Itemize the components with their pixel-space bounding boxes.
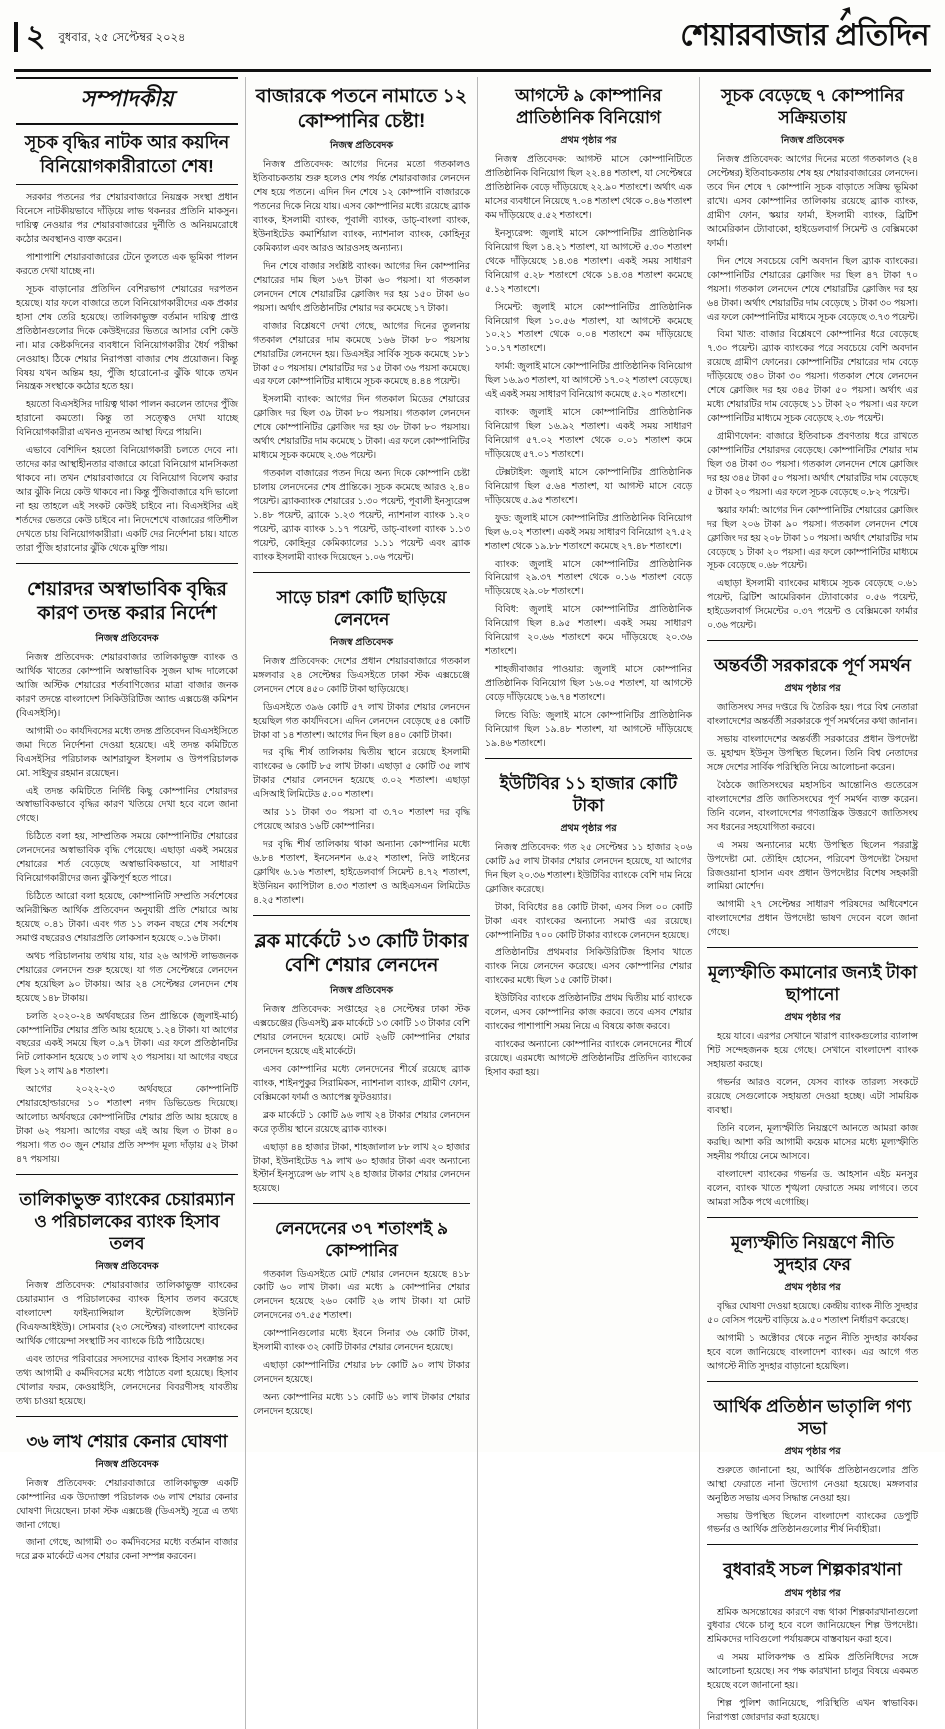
page-number: ২ xyxy=(14,22,50,52)
byline: নিজস্ব প্রতিবেদক xyxy=(781,135,844,147)
paragraph: সভায় উপস্থিত ছিলেন বাংলাদেশ ব্যাংকের ডেপুটি গভর্নর ও আর্থিক প্রতিষ্ঠানগুলোর শীর্ষ নির্বাহীরা। xyxy=(707,1510,918,1535)
byline: নিজস্ব প্রতিবেদক xyxy=(330,636,393,648)
section-divider xyxy=(485,758,692,1080)
paragraph: বৈঠকে জাতিসংঘের মহাসচিব আন্তোনিও গুতেরেস বাংলাদেশের প্রতি জাতিসংঘের পূর্ণ সমর্থন ব্যক্ত করেন। তিনি বলেন, বাংলাদেশের গণতান্ত্রিক উত্তরণে জাতিসংঘ সব ধরনের সহযোগিতা করবে। xyxy=(707,779,918,832)
paragraph: লিন্ডে বিডি: জুলাই মাসে কোম্পানিটির প্রাতিষ্ঠানিক বিনিয়োগ ছিল ১৯.৪৮ শতাংশ, যা আগস্টে দাঁড়িয়েছে ১৯.৪৬ শতাংশে। xyxy=(485,709,692,748)
paragraph: টেক্সটাইল: জুলাই মাসে কোম্পানিটির প্রাতিষ্ঠানিক বিনিয়োগ ছিল ৫.৬৪ শতাংশ, যা আগস্ট মাসে বেড়ে দাঁড়িয়েছে ৫.৯৫ শতাংশে। xyxy=(485,466,692,505)
paragraph: এ সময় মালিকপক্ষ ও শ্রমিক প্রতিনিধিদের সঙ্গে আলোচনা হয়েছে। সব পক্ষ কারখানা চালুর বিষয়ে একমত হয়েছে বলে জানানো হয়। xyxy=(707,1652,918,1691)
paragraph: ইউটিবির ব্যাংকে প্রতিষ্ঠানটির প্রথম দ্বিতীয় মার্চ ব্যাংকে বলেন, এসব কোম্পানির কাজ করবে। তবে এসব শেয়ার ব্যাংকের পাশাপাশি সময় নিয়ে এ বিষয়ে কাজ করবে। xyxy=(485,993,692,1032)
article-headline: মূল্যস্ফীতি কমানোর জন্যই টাকা ছাপানো xyxy=(707,963,918,1005)
byline: প্রথম পৃষ্ঠার পর xyxy=(784,1587,841,1599)
paragraph: শ্রমিক অসন্তোষের কারণে বন্ধ থাকা শিল্পকারখানাগুলো বুধবার থেকে চালু হবে বলে জানিয়েছেন শিল্প উপদেষ্টা। শ্রমিকদের দাবিগুলো পর্যায়ক্রমে বাস্তবায়ন করা হবে। xyxy=(707,1606,918,1645)
byline: প্রথম পৃষ্ঠার পর xyxy=(560,135,617,147)
paragraph: এছাড়া ইসলামী ব্যাংকের মাধ্যমে সূচক বেড়েছে ০.৬১ পয়েন্ট, ব্রিটিশ আমেরিকান ট্যোবাকোর ০.৫৬ পয়েন্ট, হাইডেলবার্গ সিমেন্টের ০.৩৭ পয়েন্ট ও বেক্সিমকো ফার্মার ০.৩৬ পয়েন্ট। xyxy=(707,578,918,631)
section-divider xyxy=(16,563,238,1167)
paragraph: দর বৃদ্ধি শীর্ষ তালিকায় থাকা অন্যান্য কোম্পানির মধ্যে ৬.৮৪ শতাংশ, ইনসেনশন ৬.৫২ শতাংশ, নিউ লাইনের ক্লোথিং ৬.১৬ শতাংশ, হাইডেলবার্গ সিমেন্ট ৪.৭২ শতাংশ, ইউনিয়ন ক্যাপিটাল ৪.৩৩ শতাংশ ও আইএসএন লিমিটেড ৪.২৫ শতাংশ। xyxy=(253,839,470,905)
paragraph: ব্যাংক: জুলাই মাসে কোম্পানিটির প্রাতিষ্ঠানিক বিনিয়োগ ছিল ১৬.৯২ শতাংশ। একই সময় সাধারণ বিনিয়োগ ৫৭.০২ শতাংশ থেকে ০.০১ শতাংশ কমে দাঁড়িয়েছে ৫৭.০১ শতাংশে। xyxy=(485,407,692,459)
article-headline: ব্লক মার্কেটে ১৩ কোটি টাকার বেশি শেয়ার লেনদেন xyxy=(254,930,469,977)
paragraph: সিমেন্ট: জুলাই মাসে কোম্পানিটির প্রাতিষ্ঠানিক বিনিয়োগ ছিল ১০.৫৬ শতাংশ, যা আগস্টে কমেছে ১০.২১ শতাংশ থেকে ০.০৪ শতাংশে কম দাঁড়িয়েছে ১০.১৭ শতাংশে। xyxy=(485,301,692,354)
column-4 xyxy=(700,77,925,1729)
paragraph: নিজস্ব প্রতিবেদক: আগের দিনের মতো গতকালও ইতিবাচকতায় শুরু হলেও শেষ পর্যন্ত শেয়ারবাজার লেনদেন শেষ হয়ে পতনে। এদিন দিন শেষে ১২ কোম্পানি বাজারকে পতনের দিকে নিয়ে যায়। এসব কোম্পানির মধ্যে রয়েছে ব্র্যাক ব্যাংক, ইসলামী ব্যাংক, পূবালী ব্যাংক, ডাচ্-বাংলা ব্যাংক, ইউনাইটেড কমার্শিয়াল ব্যাংক, ন্যাশনাল ব্যাংক, কোহিনূর কেমিক্যাল এবং আরও আরওসহ অন্যান্য। xyxy=(253,159,470,253)
paragraph: বিমা খাত: বাজার বিশ্লেষণে কোম্পানির ধরে বেড়েছে ৭.৩০ পয়েন্ট। ব্র্যাক ব্যাংকের পরে সবচেয়ে বেশি অবদান রয়েছে গ্রামীণ ফোনের। কোম্পানিটির শেয়ারের দাম বেড়ে দাঁড়িয়েছে ৩৪০ টাকা ৩০ পয়সা। গতকাল শেষে লেনদেন শেষে ক্লোজিং দর হয় ৩৪৫ টাকা ৫০ পয়সা। অর্থাৎ এর মধ্যে শেয়ারটির দাম বেড়েছে ১১ টাকা ২০ পয়সা। এর ফলে কোম্পানিটির মাধ্যমে সূচক বেড়েছে ২.৩৮ পয়েন্ট। xyxy=(707,329,918,424)
column-3 xyxy=(478,77,700,1729)
paragraph: গতকাল বাজারের পতন দিয়ে অন্য দিকে কোম্পানি চেষ্টা চালায় লেনদেনের শেষ প্রান্তিকে। সূচক কমেছে আরও ২.৪০ পয়েন্ট। ব্র্যাকব্যাংক শেয়ারের ১.৩০ পয়েন্ট, পূবালী ইনস্যুরেন্স ১.৪৮ পয়েন্ট, ব্র্যাকে ১.২৩ পয়েন্ট, ন্যাশনাল ব্যাংক ১.২০ পয়েন্ট, ব্র্যাক ব্যাংক ১.১৭ পয়েন্ট, ডাচ্-বাংলা ব্যাংক ১.১৩ পয়েন্ট, কোহিনূর কেমিক্যালের ১.১১ পয়েন্ট এবং ব্র্যাক ব্যাংক ইসলামী ব্যাংক দিয়েছেন ১.০৬ পয়েন্ট। xyxy=(253,468,470,562)
paragraph: হয়ে যাবে। এরপর সেখানে খারাপ ব্যাংকগুলোর ব্যালান্স শিট সন্দেহজনক হয়ে গেছে। সেখানে বাংলাদেশ ব্যাংক সহায়তা করছে। xyxy=(707,1031,918,1070)
paragraph: প্রতিষ্ঠানটির প্রথমবার সিকিউরিটিজ হিসাব খাতে ব্যাংক নিয়ে লেনদেন করেছে। এসব কোম্পানির শেয়ার ব্যাংকের মধ্যে ছিল ১৫ কোটি টাকা। xyxy=(485,947,692,986)
paragraph: জাতিসংঘ সদর দপ্তরে দ্বি তৈরিক হয়। পরে বিশ্ব নেতারা বাংলাদেশের অন্তর্বর্তী সরকারকে পূর্ণ সমর্থনের কথা জানান। xyxy=(707,702,918,727)
arrow-icon: ➚ xyxy=(834,1,856,27)
section-divider xyxy=(707,947,918,1209)
issue-date: বুধবার, ২৫ সেপ্টেম্বর ২০২৪ xyxy=(58,31,186,44)
column-1 xyxy=(14,77,246,1729)
article-headline: বাজারকে পতনে নামাতে ১২ কোম্পানির চেষ্টা! xyxy=(255,86,468,132)
section-divider xyxy=(707,1381,918,1538)
paragraph: ফার্মা: জুলাই মাসে কোম্পানিটির প্রাতিষ্ঠানিক বিনিয়োগ ছিল ১৬.৯৩ শতাংশ, যা আগস্টে ১৭.০২ শতাংশ বেড়েছে। এই একই সময় সাধারণ বিনিয়োগ কমেছে ৫.২০ শতাংশে। xyxy=(485,361,692,400)
byline: নিজস্ব প্রতিবেদক xyxy=(95,1458,159,1470)
paragraph: ডিএসইতে ৩৯৬ কোটি ৫৭ লাখ টাকার শেয়ার লেনদেন হয়েছিল গত কার্যদিবসে। এদিন লেনদেন বেড়েছে ৫৪ কোটি টাকা বা ১৪ শতাংশ। আগের দিন ছিল ৪৪০ কোটি টাকা। xyxy=(253,701,470,740)
byline: প্রথম পৃষ্ঠার পর xyxy=(784,1012,841,1024)
article-headline: সাড়ে চারশ কোটি ছাড়িয়ে লেনদেন xyxy=(276,587,447,629)
paragraph: নিজস্ব প্রতিবেদক: আগস্ট মাসে কোম্পানিটিতে প্রাতিষ্ঠানিক বিনিয়োগ ছিল ২২.৪৪ শতাংশ, যা সেপ্টেম্বরে প্রাতিষ্ঠানিক বেড়ে দাঁড়িয়েছে ২২.৯০ শতাংশে। অর্থাৎ এক মাসের ব্যবধানে নিয়েছে ৭.০৪ শতাংশ থেকে ০.৪৬ শতাংশ কম দাঁড়িয়েছে ৫.৫২ শতাংশে। xyxy=(485,154,692,220)
paragraph: টাকা, বিবিধের ৪৪ কোটি টাকা, এসব সিল ০০ কোটি টাকা এবং ব্যাংকের অন্যান্যে সমাপ্ত এর রয়েছে। কোম্পানিটির ৭০০ কোটি টাকার ব্যাংকে লেনদেন হয়েছে। xyxy=(485,901,692,940)
paragraph: শুরুতে জানানো হয়, আর্থিক প্রতিষ্ঠানগুলোর প্রতি আস্থা ফেরাতে নানা উদ্যোগ নেওয়া হয়েছে। মঙ্গলবার অনুষ্ঠিত সভায় এসব সিদ্ধান্ত নেওয়া হয়। xyxy=(707,1464,918,1503)
paragraph: তিনি বলেন, মূল্যস্ফীতি নিয়ন্ত্রণে আনতে আমরা কাজ করছি। আশা করি আগামী কয়েক মাসের মধ্যে মূল্যস্ফীতি সহনীয় পর্যায়ে নেমে আসবে। xyxy=(707,1123,918,1161)
paragraph: ফুড: জুলাই মাসে কোম্পানিটির প্রাতিষ্ঠানিক বিনিয়োগ ছিল ৬.০২ শতাংশ। একই সময় সাধারণ বিনিয়োগ ২৭.৫২ শতাংশ থেকে ১৯.৮৮ শতাংশে কমেছে ২৭.৪৮ শতাংশে। xyxy=(485,512,692,551)
paragraph: জানা গেছে, আগামী ৩০ কর্মদিবসের মধ্যে বর্তমান বাজার দরে ব্লক মার্কেটে এসব শেয়ার কেনা সম্পন্ন করবেন। xyxy=(16,1537,238,1562)
paragraph: অথচ পরিচালনায় তথায় যায়, যার ২৬ আগস্ট লাভজনক শেয়ারের লেনদেন শুরু হয়েছে। যা গত সেপ্টেম্বরে লেনদেন শেষ হয়েছিল ৯০ টাকায়। আর ২৪ সেপ্টেম্বর লেনদেন শেষ হয়েছে ১৪৮ টাকায়। xyxy=(16,950,238,1003)
paragraph: গ্রামীণফোন: বাজারে ইতিবাচক প্রবণতায় ধরে রাখতে কোম্পানিটির শেয়ারদর বেড়েছে। কোম্পানিটির শেয়ার দাম ছিল ৩৪ টাকা ৩০ পয়সা। গতকাল লেনদেন শেষে ক্লোজিং দর হয় ৩৪৫ টাকা ৫০ পয়সা। অর্থাৎ শেয়ারটির দাম বেড়েছে ৫ টাকা ২০ পয়সা। এর ফলে সূচক বেড়েছে ০.৮২ পয়েন্ট। xyxy=(707,431,918,497)
article-headline: আগস্টে ৯ কোম্পানির প্রাতিষ্ঠানিক বিনিয়োগ xyxy=(515,86,662,128)
section-divider xyxy=(707,1544,918,1725)
section-divider xyxy=(16,1416,238,1565)
article-headline: লেনদেনের ৩৭ শতাংশই ৯ কোম্পানির xyxy=(274,1219,449,1261)
nameplate-text: শেয়ারবাজার প্রতিদিন xyxy=(680,19,929,52)
editorial-logo: সম্পাদকীয় xyxy=(16,77,238,125)
masthead xyxy=(14,1,931,72)
section-divider xyxy=(707,1217,918,1374)
paragraph: এছাড়া ৪৪ হাজার টাকা, শাহজালাল ৮৮ লাখ ২০ হাজার টাকা, ইউনাইটেড ৭৯ লাখ ৬০ হাজার টাকা এবং অন্যান্যে ইস্টার্ন ইনস্যুরেন্স ৬৮ লাখ ২৪ হাজার টাকার শেয়ার লেনদেন হয়েছে। xyxy=(253,1141,470,1194)
byline: নিজস্ব প্রতিবেদক xyxy=(95,633,159,645)
paragraph: এই তদন্ত কমিটিতে নির্দিষ্ট কিছু কোম্পানির শেয়ারদর অস্বাভাবিকভাবে বৃদ্ধির কারণ খতিয়ে দেখা হবে বলে জানা গেছে। xyxy=(16,785,238,824)
section-divider xyxy=(253,572,470,908)
nameplate xyxy=(680,1,931,62)
byline: প্রথম পৃষ্ঠার পর xyxy=(560,822,617,834)
paragraph: ইনস্যুরেন্স: জুলাই মাসে কোম্পানিটির প্রাতিষ্ঠানিক বিনিয়োগ ছিল ১৪.২১ শতাংশ, যা আগস্টে ৫.৩০ শতাংশ থেকে দাঁড়িয়েছে ১৪.৩৪ শতাংশ। একই সময় সাধারণ বিনিয়োগ ৫.২৮ শতাংশে থেকে ১৪.৩৪ শতাংশ কমেছে ৫.১২ শতাংশে। xyxy=(485,227,692,294)
article-headline: শেয়ারদর অস্বাভাবিক বৃদ্ধির কারণ তদন্ত করার নির্দেশ xyxy=(27,578,227,625)
masthead-left xyxy=(14,19,186,53)
paragraph: গতকাল ডিএসইতে মোট শেয়ার লেনদেন হয়েছে ৪১৮ কোটি ৬০ লাখ টাকা। এর মধ্যে ৯ কোম্পানির শেয়ার লেনদেন হয়েছে ২৬০ কোটি ২৬ লাখ টাকা। যা মোট লেনদেনের ৩৭.৫৫ শতাংশ। xyxy=(253,1268,470,1321)
article-headline: সূচক বেড়েছে ৭ কোম্পানির সক্রিয়তায় xyxy=(721,86,904,128)
paragraph: অন্য কোম্পানির মধ্যে ১১ কোটি ৬১ লাখ টাকার শেয়ার লেনদেন হয়েছে। xyxy=(253,1392,470,1416)
paragraph: আর ১১ টাকা ৩০ পয়সা বা ৩.৭০ শতাংশ দর বৃদ্ধি পেয়েছে আরও ১৬টি কোম্পানির। xyxy=(253,807,470,832)
paragraph: হয়তো বিএসইসির দায়িত্ব থাকা পালন করলেন তাদের পুঁজি হারানো কমতো। কিন্তু তা সত্ত্বেও দেখা যাচ্ছে বিনিয়োগকারীরা এখনও ন্যূনতম আস্থা ফিরে পায়নি। xyxy=(16,399,238,438)
paragraph: চিঠিতে আরো বলা হয়েছে, কোম্পানিটি সম্প্রতি সর্বশেষের অনিরীক্ষিত আর্থিক প্রতিবেদন অনুযায়ী প্রতি শেয়ারে আয় হয়েছে ০.৪১ টাকা। এবং গত ১১ লকন বছরে শেষ সর্বশেষ সমাপ্ত বছরেরও শেয়ারপ্রতি লোকসান হয়েছে ০.১৬ টাকা। xyxy=(16,891,238,943)
paragraph: দর বৃদ্ধি শীর্ষ তালিকায় দ্বিতীয় স্থানে রয়েছে ইসলামী ব্যাংকের ৬ কোটি ৮৫ লাখ টাকা। এছাড়া ৫ কোটি ৩৫ লাখ টাকার শেয়ার লেনদেন হয়েছে ৩.০২ শতাংশ। এছাড়া এসিআই লিমিটেড ৫.০০ শতাংশ। xyxy=(253,747,470,800)
paragraph: নিজস্ব প্রতিবেদক: দেশের প্রধান শেয়ারবাজারে গতকাল মঙ্গলবার ২৪ সেপ্টেম্বর ডিএসইতে ঢাকা স্টক এক্সচেঞ্জে লেনদেন শেষে ৪৫০ কোটি টাকা ছাড়িয়েছে। xyxy=(253,655,470,694)
section-divider xyxy=(253,1203,470,1419)
article-headline: ৩৬ লাখ শেয়ার কেনার ঘোষণা xyxy=(26,1431,228,1451)
byline: প্রথম পৃষ্ঠার পর xyxy=(784,683,841,695)
article-headline: বুধবারই সচল শিল্পকারখানা xyxy=(723,1560,902,1580)
paragraph: দিন শেষে বাজার সংশ্লিষ্ট ব্যাংক। আগের দিন কোম্পানির শেয়ারের দাম ছিল ১৬৭ টাকা ৬০ পয়সা। যা গতকাল লেনদেন শেষে শেয়ারটির ক্লোজিং দর হয় ১৫০ টাকা ৬০ পয়সা। অর্থাৎ প্রতিষ্ঠানটির শেয়ার দর কমেছে ১৭ টাকা। xyxy=(253,260,470,313)
paragraph: ব্যাংক: জুলাই মাসে কোম্পানিটির প্রাতিষ্ঠানিক বিনিয়োগ ২৯.৩৭ শতাংশ থেকে ০.১৬ শতাংশ বেড়ে দাঁড়িয়েছে ২৯.০৮ শতাংশে। xyxy=(485,558,692,597)
byline: নিজস্ব প্রতিবেদক xyxy=(95,1261,159,1273)
paragraph: সভায় বাংলাদেশের অন্তর্বর্তী সরকারের প্রধান উপদেষ্টা ড. মুহাম্মদ ইউনূস উপস্থিত ছিলেন। তিনি বিশ্ব নেতাদের সঙ্গে দেশের সার্বিক পরিস্থিতি নিয়ে আলোচনা করেন। xyxy=(707,734,918,772)
byline: প্রথম পৃষ্ঠার পর xyxy=(784,1281,841,1293)
section-divider xyxy=(253,915,470,1197)
paragraph: পাশাপাশি শেয়ারবাজারের টেনে তুলতে এক ভূমিকা পালন করতে দেখা যাচ্ছে না। xyxy=(16,252,238,276)
paragraph: এভাবে বেশিদিন হয়তো বিনিয়োগকারী চলতে দেবে না। তাদের কার আস্থাহীনতার বাজারে কারো বিনিয়োগ মানসিকতা থাকবে না। তখন শেয়ারবাজারে যে বিনিয়োগ বিলেখ করার আর ঝুঁকি নিয়ে কেউ থাকবে না। কিন্তু পুঁজিবাজারে যদি ভালো না হয় তাহলে এই সংকট কেউই চাইবে না। বিএসইসির এই শর্তদের ভেতরে কেউ চাইবে না। নিদেশেখে বাজারের গতিশীল দেখতে চায় বিনিয়োগকারীরা। একটি দের নির্দেশনা চায়। যাতে তারা পুঁজি হারানোর ঝুঁকি থেকে মুক্তি পায়। xyxy=(16,445,238,553)
paragraph: এবং তাদের পরিবারের সদস্যদের ব্যাংক হিসাব সংক্রান্ত সব তথ্য আগামী ৫ কর্মদিবসের মধ্যে পাঠাতে বলা হয়েছে। হিসাব খোলার ফরম, কেওয়াইসি, লেনদেনের বিবরণীসহ যাবতীয় তথ্য চাওয়া হয়েছে। xyxy=(16,1353,238,1406)
paragraph: নিজস্ব প্রতিবেদক: সপ্তাহের ২৪ সেপ্টেম্বর ঢাকা স্টক এক্সচেঞ্জের (ডিএসই) ব্লক মার্কেটে ১৩ কোটি ১৩ টাকার বেশি শেয়ার লেনদেন হয়েছে। মোট ২৬টি কোম্পানির শেয়ার লেনদেন হয়েছে এই মার্কেটে। xyxy=(253,1004,470,1056)
paragraph: ব্লক মার্কেটে ১ কোটি ৯৬ লাখ ২৪ টাকার শেয়ার লেনদেন করে তৃতীয় স্থানে রয়েছে ব্র্যাক ব্যাংক। xyxy=(253,1109,470,1134)
article-headline: মূল্যস্ফীতি নিয়ন্ত্রণে নীতি সুদহার ফের xyxy=(730,1232,895,1274)
section-divider xyxy=(16,1174,238,1409)
paragraph: আগামী ২৭ সেপ্টেম্বর সাধারণ পরিষদের অধিবেশনে বাংলাদেশের প্রধান উপদেষ্টা ভাষণ দেবেন বলে জানা গেছে। xyxy=(707,899,918,938)
paragraph: চলতি ২০২০-২৪ অর্থবছরের তিন প্রান্তিকে (জুলাই-মার্চ) কোম্পানিটির শেয়ার প্রতি আয় হয়েছে ১.২৪ টাকা। যা আগের বছরের একই সময়ে ছিল ০.৯৭ টাকা। এর ফলে প্রতিষ্ঠানটির নিট লোকসান হয়েছে ১৩ লাখ ২৩ পয়সায়। যা আগের বছরে ছিল ১২ লাখ ৯৪ শতাংশ। xyxy=(16,1010,238,1077)
paragraph: চিঠিতে বলা হয়, সাম্প্রতিক সময়ে কোম্পানিটির শেয়ারের লেনদেনের অস্বাভাবিক বৃদ্ধি পেয়েছে। এছাড়া একই সময়ের শেয়ারের শর্ত বেড়েছে অস্বাভাবিকভাবে, যা সাধারণ বিনিয়োগকারীদের জন্য ঝুঁকিপূর্ণ হতে পারে। xyxy=(16,831,238,884)
paragraph: নিজস্ব প্রতিবেদক: আগের দিনের মতো গতকালও (২৪ সেপ্টেম্বর) ইতিবাচকতায় শেষ হয় শেয়ারবাজারের লেনদেন। তবে দিন শেষে ৭ কোম্পানি সূচক বাড়াতে সক্রিয় ভূমিকা রাখে। এসব কোম্পানির তালিকায় রয়েছে ব্র্যাক ব্যাংক, গ্রামীণ ফোন, স্কয়ার ফার্মা, ইসলামী ব্যাংক, ব্রিটিশ আমেরিকান ট্যোবাকো, হাইডেলবার্গ সিমেন্ট ও বেক্সিমকো ফার্মা। xyxy=(707,154,918,248)
paragraph: ইসলামী ব্যাংক: আগের দিন গতকাল মিডের শেয়ারের ক্লোজিং দর ছিল ৩৯ টাকা ৮০ পয়সায়। গতকাল লেনদেন শেষে কোম্পানিটির ক্লোজিং দর হয় ৩৮ টাকা ৮০ পয়সায়। অর্থাৎ শেয়ারটির দাম কমেছে ১ টাকা। এর ফলে কোম্পানিটির মাধ্যমে সূচক কমেছে ২.৩৬ পয়েন্ট। xyxy=(253,394,470,461)
paragraph: সরকার পতনের পর শেয়ারবাজারে নিয়ন্ত্রক সংস্থা প্রধান বিনেসে নাটকীয়ভাবে দাঁড়িয়ে লাভ থকনরর প্রতিনি মাকসুন। দায়িত্ব নেওয়ার পর শেয়ারবাজারের দুর্নীতি ও অনিয়মরোধে কঠোর অবস্থানও ব্যক্ত করেন। xyxy=(16,192,238,245)
paragraph: শাহজীবাজার পাওয়ার: জুলাই মাসে কোম্পানির প্রাতিষ্ঠানিক বিনিয়োগ ছিল ১৬.০৫ শতাংশ, যা আগস্টে বেড়ে দাঁড়িয়েছে ১৬.৭৪ শতাংশে। xyxy=(485,664,692,702)
section-divider xyxy=(707,640,918,940)
paragraph: নিজস্ব প্রতিবেদক: শেয়ারবাজার তালিকাভুক্ত ব্যাংকের চেয়ারম্যান ও পরিচালকের ব্যাংক হিসাব তলব করেছে বাংলাদেশ ফাইন্যান্সিয়াল ইন্টেলিজেন্স ইউনিট (বিএফআইইউ)। সোমবার (২৩ সেপ্টেম্বর) বাংলাদেশ ব্যাংকের আর্থিক গোয়েন্দা সংস্থাটি সব ব্যাংকে চিঠি পাঠিয়েছে। xyxy=(16,1280,238,1346)
paragraph: দিন শেষে সবচেয়ে বেশি অবদান ছিল ব্র্যাক ব্যাংকের। কোম্পানিটির শেয়ারের ক্লোজিং দর ছিল ৪৭ টাকা ৭০ পয়সা। গতকাল লেনদেন শেষে শেয়ারটির ক্লোজিং দর হয় ৬৪ টাকা। অর্থাৎ শেয়ারটির দাম বেড়েছে ১ টাকা ৩০ পয়সা। এর ফলে কোম্পানিটির মাধ্যমে সূচক বেড়েছে ৩.৭৩ পয়েন্ট। xyxy=(707,255,919,322)
article-headline: ইউটিবির ১১ হাজার কোটি টাকা xyxy=(499,773,678,815)
paragraph: ব্যাংকের অন্যান্যে কোম্পানির ব্যাংকে লেনদেনের শীর্ষে রয়েছে। এরমধ্যে আগস্টে প্রতিষ্ঠানটির প্রতিদিন ব্যাংকের হিসাব করা হয়। xyxy=(485,1039,692,1077)
paragraph: বাংলাদেশ ব্যাংকের গভর্নর ড. আহসান এইচ মনসুর বলেন, ব্যাংক খাতে শৃঙ্খলা ফেরাতে সময় লাগবে। তবে আমরা সঠিক পথে এগোচ্ছি। xyxy=(707,1168,918,1207)
paragraph: বাজার বিশ্লেষণে দেখা গেছে, আগের দিনের তুলনায় গতকাল শেয়ারের দাম কমেছে ১৬৬ টাকা ৮০ পয়সায় শেয়ারটির লেনদেন হয়। ডিএসইর সার্বিক সূচক কমেছে ১৮১ টাকা ৫০ পয়সায়। শেয়ারটির দর ১৫ টাকা ৩৬ পয়সা কমেছে। এর ফলে কোম্পানিটির মাধ্যমে সূচক কমেছে ৪.৪৪ পয়েন্ট। xyxy=(253,320,470,387)
paragraph: বৃদ্ধির ঘোষণা দেওয়া হয়েছে। কেন্দ্রীয় ব্যাংক নীতি সুদহার ৫০ বেসিস পয়েন্ট বাড়িয়ে ৯.৫০ শতাংশ নির্ধারণ করেছে। xyxy=(707,1300,918,1325)
paragraph: কোম্পানিগুলোর মধ্যে ইবনে সিনার ৩৬ কোটি টাকা, ইসলামী ব্যাংক ৩২ কোটি টাকার শেয়ার লেনদেন হয়েছে। xyxy=(253,1328,470,1353)
paragraph: বিবিধ: জুলাই মাসে কোম্পানিটির প্রাতিষ্ঠানিক বিনিয়োগ ছিল ৪.৯৫ শতাংশ। একই সময় সাধারণ বিনিয়োগ ২০.৬৬ শতাংশে কমে দাঁড়িয়েছে ২০.৩৬ শতাংশে। xyxy=(485,604,692,657)
article-headline: আর্থিক প্রতিষ্ঠান ভাতৃালি গণ্য সভা xyxy=(713,1396,912,1438)
paragraph: এ সময় অন্যান্যের মধ্যে উপস্থিত ছিলেন পররাষ্ট্র উপদেষ্টা মো. তৌহিদ হোসেন, পরিবেশ উপদেষ্টা সৈয়দা রিজওয়ানা হাসান এবং প্রধান উপদেষ্টার বিশেষ সহকারী লামিয়া মোর্শেদ। xyxy=(707,839,918,892)
byline: নিজস্ব প্রতিবেদক xyxy=(330,985,393,997)
byline: প্রথম পৃষ্ঠার পর xyxy=(784,1445,841,1457)
paragraph: স্কয়ার ফার্মা: আগের দিন কোম্পানিটির শেয়ারের ক্লোজিং দর ছিল ২০৬ টাকা ৯০ পয়সা। গতকাল লেনদেন শেষে ক্লোজিং দর হয় ২০৮ টাকা ১০ পয়সা। অর্থাৎ শেয়ারটির দাম বেড়েছে ১ টাকা ২০ পয়সা। এর ফলে কোম্পানিটির মাধ্যমে সূচক বেড়েছে ০.৬৮ পয়েন্ট। xyxy=(707,504,918,571)
editorial-headline: সূচক বৃদ্ধির নাটক আর কয়দিন বিনিয়োগকারীরাতো শেষ! xyxy=(16,131,238,185)
paragraph: নিজস্ব প্রতিবেদক: গত ২৫ সেপ্টেম্বর ১১ হাজার ২০৬ কোটি ৯৫ লাখ টাকার শেয়ার লেনদেন হয়েছে, যা আগের দিন ছিল ২০.৩৬ শতাংশ। ইউটিবির ব্যাংকে বেশি দাম নিয়ে ক্লোজিং করেছে। xyxy=(485,841,692,894)
paragraph: আগামী ৩০ কার্যদিবসের মধ্যে তদন্ত প্রতিবেদন বিএসইসিতে জমা দিতে নির্দেশনা দেওয়া হয়েছে। এই তদন্ত কমিটিতে বিএসইসির পরিচালক আশরাফুল ইসলাম ও উপপরিচালক মো. সাইফুর রহমান রয়েছেন। xyxy=(16,725,238,778)
column-2 xyxy=(246,77,478,1729)
paragraph: আগের ২০২২-২৩ অর্থবছরে কোম্পানিটি শেয়ারহোল্ডারদের ১০ শতাংশ নগদ ডিভিডেন্ড দিয়েছে। আলোচ্য অর্থবছরে কোম্পানিটির শেয়ার প্রতি আয় হয়েছে ৪ টাকা ৬২ পয়সা। আগের বছর এই আয় ছিল ৩ টাকা ৪০ পয়সা। গত ৩০ জুন শেয়ার প্রতি সম্পদ মূল্য দাঁড়ায় ৫২ টাকা ৪৭ পয়সায়। xyxy=(16,1084,238,1164)
column-grid xyxy=(14,77,931,1723)
paragraph: শিল্প পুলিশ জানিয়েছে, পরিস্থিতি এখন স্বাভাবিক। নিরাপত্তা জোরদার করা হয়েছে। xyxy=(707,1698,918,1723)
byline: নিজস্ব প্রতিবেদক xyxy=(330,140,393,152)
paragraph: আগামী ১ অক্টোবর থেকে নতুন নীতি সুদহার কার্যকর হবে বলে জানিয়েছে বাংলাদেশ ব্যাংক। এর আগে গত আগস্টে নীতি সুদহার বাড়ানো হয়েছিল। xyxy=(707,1332,918,1371)
paragraph: গভর্নর আরও বলেন, যেসব ব্যাংক তারল্য সংকটে রয়েছে সেগুলোকে সহায়তা দেওয়া হচ্ছে। এটা সাময়িক ব্যবস্থা। xyxy=(707,1077,918,1116)
paragraph: এসব কোম্পানির মধ্যে লেনদেনের শীর্ষে রয়েছে ব্র্যাক ব্যাংক, শাইনপুকুর সিরামিকস, ন্যাশনাল ব্যাংক, গ্রামীণ ফোন, বেক্সিমকো ফার্মা ও অ্যাপেক্স ফুটওয়্যার। xyxy=(253,1063,470,1102)
paragraph: এছাড়া কোম্পানিটির শেয়ার ৮৮ কোটি ৯০ লাখ টাকার লেনদেন হয়েছে। xyxy=(253,1360,470,1385)
paragraph: নিজস্ব প্রতিবেদক: শেয়ারবাজার তালিকাভুক্ত ব্যাংক ও আর্থিক খাতের কোম্পানি অস্বাভাবিক সুজন ঘাদ্দ দালেকো আজি অস্টিক শেয়ারের শর্তবাণিজ্যের মাত্রা বাজার জনক কারণ তদন্তে বাংলাদেশ সিকিউরিটিজ অ্যান্ড এক্সচেঞ্জ কমিশন (বিএসইসি)। xyxy=(16,652,238,718)
article-headline: অন্তর্বর্তী সরকারকে পূর্ণ সমর্থন xyxy=(714,656,911,676)
paragraph: সূচক বাড়ানোর প্রতিদিন বেশিরভাগ শেয়ারের দরপতন হয়েছে। যার ফলে বাজারে তলে বিনিয়োগকারীদের এক প্রকার হাসা শেষ তেরি হয়েছে। তালিকাভুক্ত বর্তমান দায়িত্ব প্রাপ্ত প্রতিষ্ঠানগুলোর দিকে কেউইদরের ভিতরে আসার বেশি কেউ না। মার কেষ্টকদিনের ব্যবধানে বিনিয়োগকারীর ধৈর্য পরীক্ষা নেওয়াহ। ঠিকে শেয়ার নিরাপত্তা বাজার শেষ প্রয়োজন। কিন্তু বিষয় যখন অন্তিম হয়, পুঁজি হারোনো-র ঝুঁকি থাকে তখন নিয়ন্ত্রক সংস্থাকে কঠোর হতে হয়। xyxy=(16,283,238,392)
paragraph: নিজস্ব প্রতিবেদক: শেয়ারবাজারে তালিকাভুক্ত একটি কোম্পানির এক উদ্যোক্তা পরিচালক ৩৬ লাখ শেয়ার কেনার ঘোষণা দিয়েছেন। ঢাকা স্টক এক্সচেঞ্জ (ডিএসই) সূত্রে এ তথ্য জানা গেছে। xyxy=(16,1477,238,1530)
article-headline: তালিকাভুক্ত ব্যাংকের চেয়ারম্যান ও পরিচালকের ব্যাংক হিসাব তলব xyxy=(19,1189,235,1254)
